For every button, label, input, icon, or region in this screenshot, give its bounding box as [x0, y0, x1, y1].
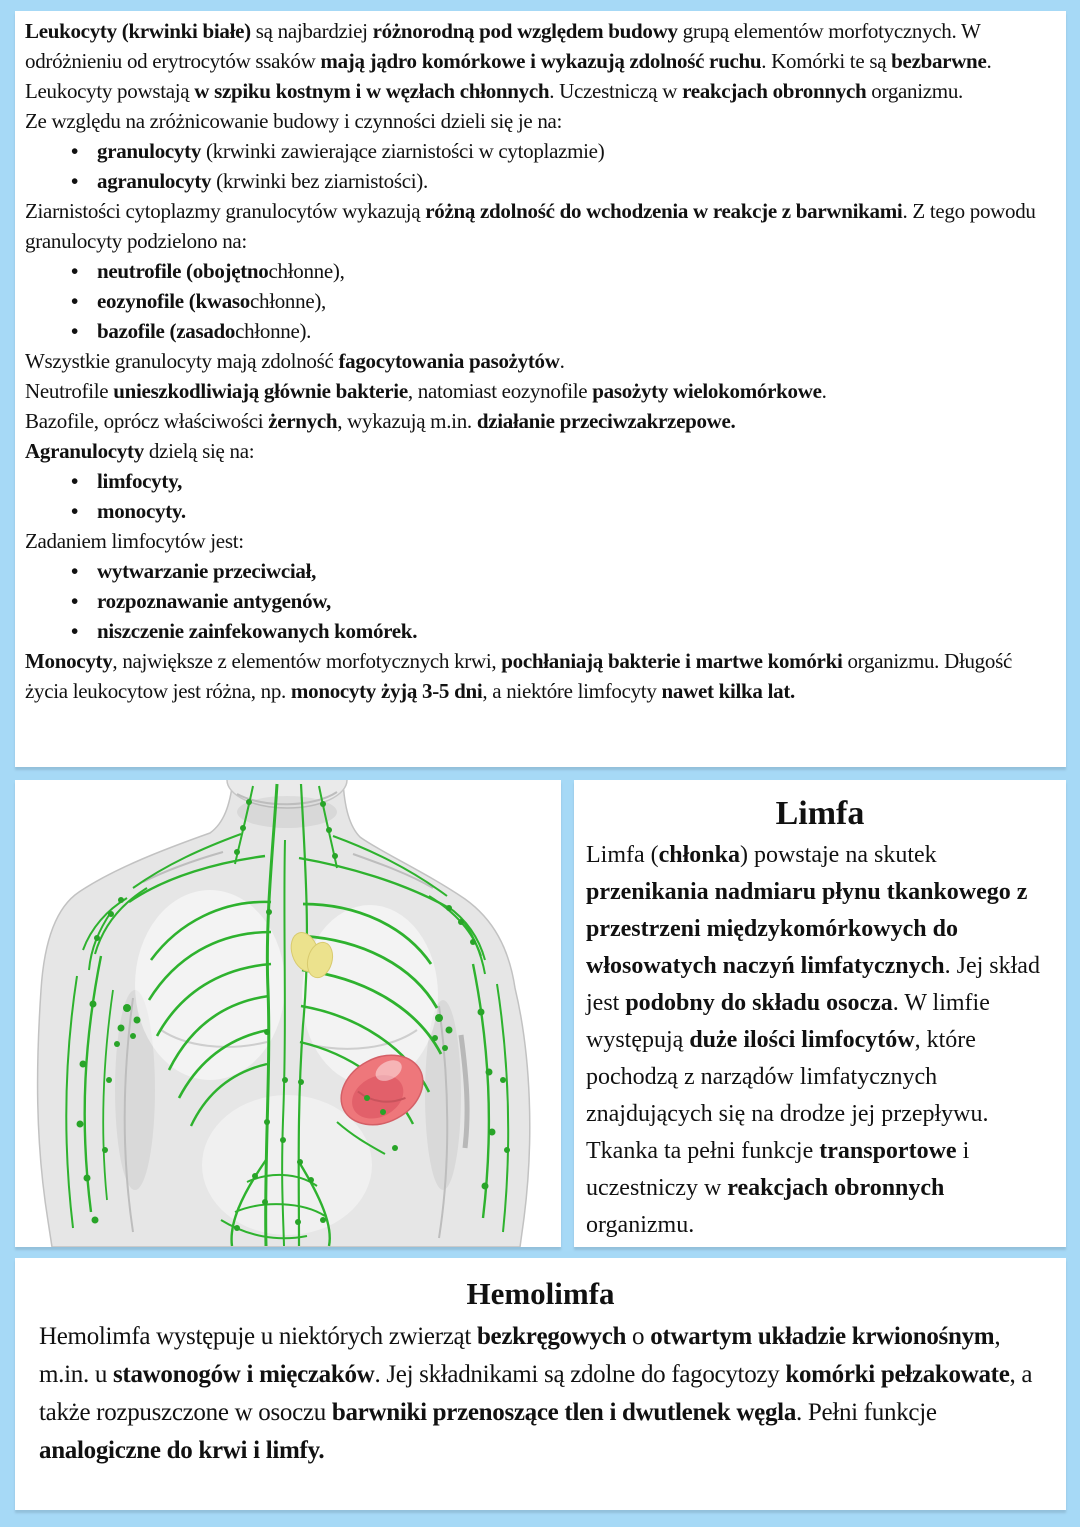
bullet-icon: • — [71, 169, 79, 193]
bullet-item — [25, 256, 1056, 286]
paragraph — [25, 526, 1056, 556]
paragraph — [25, 346, 1056, 376]
paragraph — [25, 436, 1056, 466]
text-run: neutrofile (obojętnochłonne), — [97, 259, 345, 283]
bullet-item — [25, 496, 1056, 526]
bullet-item — [25, 586, 1056, 616]
bullet-item — [25, 466, 1056, 496]
bullet-icon: • — [71, 559, 79, 583]
text-run: rozpoznawanie antygenów, — [97, 589, 331, 613]
bullet-icon: • — [71, 589, 79, 613]
bullet-icon: • — [71, 139, 79, 163]
text-run: niszczenie zainfekowanych komórek. — [97, 619, 418, 643]
bullet-item — [25, 286, 1056, 316]
bullet-item — [25, 616, 1056, 646]
text-run: granulocyty (krwinki zawierające ziarnistości w cytoplazmie) — [97, 139, 605, 163]
text-run: wytwarzanie przeciwciał, — [97, 559, 317, 583]
bullet-icon: • — [71, 259, 79, 283]
text-run: Monocyty, największe z elementów morfotycznych krwi, pochłaniają bakterie i martwe komórki organizmu. Długość życia leukocytow jest różna, np. monocyty żyją 3-5 dni, a niektóre limfocyty nawet kilka lat. — [25, 649, 1012, 703]
paragraph — [25, 16, 1056, 106]
text-run: monocyty. — [97, 499, 186, 523]
text-run: bazofile (zasadochłonne). — [97, 319, 312, 343]
text-run: eozynofile (kwasochłonne), — [97, 289, 326, 313]
paragraph — [25, 406, 1056, 436]
text-run: limfocyty, — [97, 469, 183, 493]
text-run: Agranulocyty dzielą się na: — [25, 439, 255, 463]
bullet-item — [25, 556, 1056, 586]
paragraph — [25, 376, 1056, 406]
paragraph — [25, 646, 1056, 706]
hemolimfa-body: Hemolimfa występuje u niektórych zwierząt bezkręgowych o otwartym układzie krwionośnym, m.in. u stawonogów i mięczaków. Jej składnikami są zdolne do fagocytozy komórki pełzakowate, a także rozpuszczone w osoczu barwniki przenoszące tlen i dwutlenek węgla. Pełni funkcje analogiczne do krwi i limfy. — [39, 1323, 1033, 1464]
leukocyty-panel — [15, 11, 1066, 767]
paragraph — [25, 106, 1056, 136]
text-run: agranulocyty (krwinki bez ziarnistości). — [97, 169, 428, 193]
bullet-icon: • — [71, 319, 79, 343]
text-run: Ziarnistości cytoplazmy granulocytów wykazują różną zdolność do wchodzenia w reakcje z barwnikami. Z tego powodu granulocyty podzielono na: — [25, 199, 1036, 253]
leukocyty-text — [25, 16, 1056, 706]
paragraph — [25, 196, 1056, 256]
text-run: Zadaniem limfocytów jest: — [25, 529, 244, 553]
bullet-item — [25, 166, 1056, 196]
bullet-icon: • — [71, 619, 79, 643]
text-run: Neutrofile unieszkodliwiają głównie bakterie, natomiast eozynofile pasożyty wielokomórkowe. — [25, 379, 827, 403]
lymphatic-system-illustration — [15, 780, 561, 1247]
text-run: Leukocyty (krwinki białe) są najbardziej różnorodną pod względem budowy grupą elementów morfotycznych. W odróżnieniu od erytrocytów ssaków mają jądro komórkowe i wykazują zdolność ruchu. Komórki te są bezbarwne. Leukocyty powstają w szpiku kostnym i w węzłach chłonnych. Uczestniczą w reakcjach obronnych organizmu. — [25, 19, 992, 103]
text-run: Ze względu na zróżnicowanie budowy i czynności dzieli się je na: — [25, 109, 563, 133]
bullet-item — [25, 316, 1056, 346]
limfa-panel — [574, 780, 1066, 1247]
bullet-icon: • — [71, 499, 79, 523]
text-run: Bazofile, oprócz właściwości żernych, wykazują m.in. działanie przeciwzakrzepowe. — [25, 409, 736, 433]
hemolimfa-title: Hemolimfa — [466, 1276, 615, 1311]
bullet-item — [25, 136, 1056, 166]
text-run: Wszystkie granulocyty mają zdolność fagocytowania pasożytów. — [25, 349, 565, 373]
limfa-body: Limfa (chłonka) powstaje na skutek przenikania nadmiaru płynu tkankowego z przestrzeni międzykomórkowych do włosowatych naczyń limfatycznych. Jej skład jest podobny do składu osocza. W limfie występują duże ilości limfocytów, które pochodzą z narządów limfatycznych znajdujących się na drodze jej przepływu. Tkanka ta pełni funkcje transportowe i uczestniczy w reakcjach obronnych organizmu. — [586, 842, 1040, 1238]
lymphatic-figure-panel — [15, 780, 561, 1247]
limfa-title: Limfa — [775, 795, 865, 832]
hemolimfa-panel — [15, 1258, 1066, 1510]
bullet-icon: • — [71, 289, 79, 313]
bullet-icon: • — [71, 469, 79, 493]
